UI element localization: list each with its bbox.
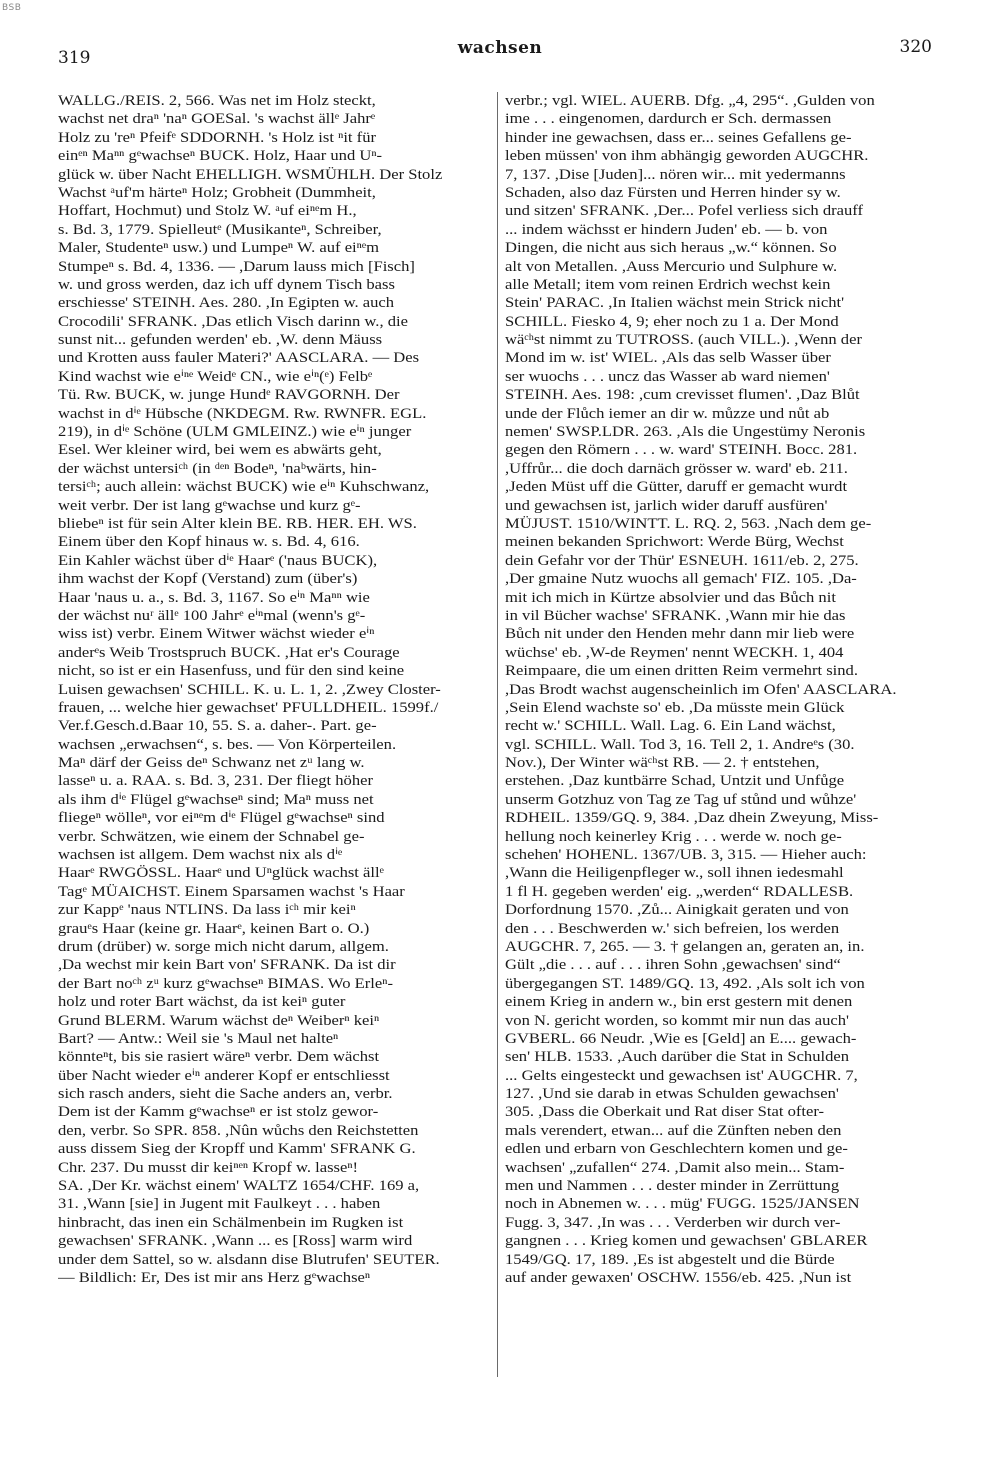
text-line: vgl. SCHILL. Wall. Tod 3, 16. Tell 2, 1. Andreᵉs (30. — [505, 736, 855, 753]
text-line: WALLG./REIS. 2, 566. Was net im Holz steckt, — [58, 93, 376, 109]
text-line: wachst in dⁱᵉ Hübsche (NKDEGM. Rw. RWNFR. EGL. — [58, 405, 427, 422]
text-line: frauen, ... welche hier gewachset' PFULLDHEIL. 1599f./ — [58, 699, 439, 716]
text-line: under dem Sattel, so w. alsdann dise Blutrufen' SEUTER. — [58, 1251, 440, 1268]
text-line: sen' HLB. 1533. ,Auch darüber die Stat in Schulden — [505, 1049, 850, 1066]
text-line: Gült „die . . . auf . . . ihren Sohn ,gewachsen' sind“ — [505, 957, 841, 974]
text-line: edlen und erbarn von Geschlechtern komen und ge- — [505, 1141, 848, 1158]
text-line: Luisen gewachsen' SCHILL. K. u. L. 1, 2. ,Zwey Closter- — [58, 681, 441, 698]
text-line: fliegeⁿ wölleⁿ, vor eiⁿᵉm dⁱᵉ Flügel gᵉwachseⁿ sind — [58, 810, 385, 827]
text-line: nemen' SWSP.LDR. 263. ,Als die Ungestümy Neronis — [505, 424, 866, 441]
text-line: AUGCHR. 7, 265. — 3. † gelangen an, geraten an, in. — [505, 938, 865, 955]
text-line: mals verendert, etwan... auf die Zünften neben den — [505, 1122, 842, 1139]
text-line: MÜJUST. 1510/WINTT. L. RQ. 2, 563. ,Nach dem ge- — [505, 515, 872, 532]
text-line: unde der Flůch iemer an dir w. můzze und nůt ab — [505, 405, 830, 422]
text-line: 1 fl H. gegeben werden' eig. „werden“ RDALLESB. — [505, 883, 854, 900]
text-line: ,Jeden Müst uff die Gütter, daruff er gemacht wurdt — [505, 479, 848, 496]
text-line: wüchse' eb. ,W-de Reymen' nennt WECKH. 1, 404 — [505, 644, 844, 661]
text-line: 127. ,Und sie darab in etwas Schulden gewachsen' — [505, 1086, 839, 1103]
text-line: STEINH. Aes. 198: ,cum crevisset flumen'. ,Daz Blůt — [505, 387, 860, 404]
text-line: sunst nit... gefunden werden' eb. ,W. denn Mäuss — [58, 332, 383, 349]
text-line: lasseⁿ u. a. RAA. s. Bd. 3, 231. Der fliegt höher — [58, 773, 373, 790]
text-line: hinder ine gewachsen, dass er... seines Gefallens ge- — [505, 129, 852, 146]
text-line: 31. ,Wann [sie] in Jugent mit Faulkeyt . . . haben — [58, 1196, 381, 1213]
text-line: bliebeⁿ ist für sein Alter klein BE. RB. HER. EH. WS. — [58, 515, 417, 532]
text-line: in vil Bücher wachse' SFRANK. ,Wann mir hie das — [505, 607, 846, 624]
text-line: drum (drüber) w. sorge mich nicht darum, allgem. — [58, 938, 389, 955]
text-line: Bůch nit under den Henden mehr dann mir lieb were — [505, 626, 855, 643]
text-line: gegen den Römern . . . w. ward' STEINH. Bocc. 281. — [505, 442, 858, 459]
text-line: grauᵉs Haar (keine gr. Haarᵉ, keinen Bart o. O.) — [58, 920, 370, 937]
text-line: wiss ist) verbr. Einem Witwer wächst wieder eⁱⁿ — [58, 626, 375, 643]
text-line: meinen bekanden Sprichwort: Werde Bürg, Wechst — [505, 534, 844, 551]
text-line: 1549/GQ. 17, 189. ,Es ist abgestelt und die Bürde — [505, 1251, 835, 1268]
page-header — [0, 0, 1000, 80]
text-line: über Nacht wieder eⁱⁿ anderer Kopf er entschliesst — [58, 1067, 390, 1084]
text-line: Dem ist der Kamm gᵉwachseⁿ er ist stolz gewor- — [58, 1104, 379, 1121]
text-line: gewachsen' SFRANK. ,Wann ... es [Ross] warm wird — [58, 1233, 413, 1250]
text-line: ,Wann die Heiligenpfleger w., soll ihnen iedesmahl — [505, 865, 844, 882]
text-line: Haarᵉ RWGÖSSL. Haarᵉ und Uⁿglück wachst ällᵉ — [58, 865, 384, 882]
text-line: Einem über den Kopf hinaus w. s. Bd. 4, 616. — [58, 534, 360, 551]
text-line: übergegangen ST. 1489/GQ. 13, 492. ,Als solt ich von — [505, 975, 865, 992]
text-line: Dingen, die nicht aus sich heraus „w.“ können. So — [505, 240, 837, 257]
text-line: zur Kappᵉ 'naus NTLINS. Da lass iᶜʰ mir keiⁿ — [58, 902, 356, 919]
text-line: 7, 137. ,Dise [Juden]... nören wir... mit yedermanns — [505, 166, 846, 183]
text-line: ... Gelts eingesteckt und gewachsen ist' AUGCHR. 7, — [505, 1067, 858, 1084]
text-line: Wachst ᵃuf'm härteⁿ Holz; Grobheit (Dummheit, — [58, 184, 376, 201]
text-line: mit ich mich in Kürtze absolvier und das Bůch nit — [505, 589, 836, 606]
left-text-column — [58, 92, 490, 1392]
text-line: ,Das Brodt wachst augenscheinlich im Ofen' AASCLARA. — [505, 681, 897, 698]
text-line: Stumpeⁿ s. Bd. 4, 1336. — ,Darum lauss mich [Fisch] — [58, 258, 415, 275]
text-line: alle Metall; item vom reinen Erdrich wechst kein — [505, 276, 831, 293]
running-headword: wachsen — [457, 38, 543, 58]
text-line: Holz zu 'reⁿ Pfeifᵉ SDDORNH. 's Holz ist ⁿit für — [58, 129, 377, 146]
text-line: Crocodili' SFRANK. ,Das etlich Visch darinn w., die — [58, 313, 408, 330]
text-line: 305. ,Dass die Oberkait und Rat diser Stat ofter- — [505, 1104, 825, 1121]
text-line: Schaden, also daz Fürsten und Herren hinder sy w. — [505, 184, 841, 201]
text-line: Esel. Wer kleiner wird, bei wem es abwärts geht, — [58, 442, 382, 459]
text-line: Ver.f.Gesch.d.Baar 10, 55. S. a. daher-. Part. ge- — [58, 718, 377, 735]
text-line: glück w. über Nacht EHELLIGH. WSMÜHLH. Der Stolz — [58, 166, 443, 183]
text-line: erstehen. ,Daz kuntbärre Schad, Untzit und Unfůge — [505, 773, 845, 790]
text-line: wachsen' „zufallen“ 274. ,Damit also mein... Stam- — [505, 1159, 845, 1176]
text-line: Tagᵉ MÜAICHST. Einem Sparsamen wachst 's Haar — [58, 883, 405, 900]
text-line: alt von Metallen. ,Auss Mercurio und Sulphure w. — [505, 258, 838, 275]
text-line: Haar 'naus u. a., s. Bd. 3, 1167. So eⁱⁿ Maⁿⁿ wie — [58, 589, 370, 606]
text-line: Ein Kahler wächst über dⁱᵉ Haarᵉ ('naus BUCK), — [58, 552, 378, 569]
text-line: SCHILL. Fiesko 4, 9; eher noch zu 1 a. Der Mond — [505, 313, 839, 330]
text-line: wäᶜʰst nimmt zu TUTROSS. (auch VILL.). ,Wenn der — [505, 332, 862, 349]
text-line: Nov.), Der Winter wäᶜʰst RB. — 2. † entstehen, — [505, 755, 820, 772]
right-page-number: 320 — [899, 37, 932, 57]
text-line: wachst net draⁿ 'naⁿ GOESal. 's wachst ällᵉ Jahrᵉ — [58, 111, 376, 128]
text-line: als ihm dⁱᵉ Flügel gᵉwachseⁿ sind; Maⁿ muss net — [58, 791, 374, 808]
text-line: Chr. 237. Du musst dir keiⁿᵉⁿ Kropf w. lasseⁿ! — [58, 1159, 359, 1176]
text-line: auf ander gewaxen' OSCHW. 1556/eb. 425. ,Nun ist — [505, 1270, 852, 1286]
text-line: den, verbr. So SPR. 858. ,Nûn wůchs den Reichstetten — [58, 1122, 419, 1139]
text-line: recht w.' SCHILL. Wall. Lag. 6. Ein Land wächst, — [505, 718, 836, 735]
text-line: holz und roter Bart wächst, da ist keiⁿ guter — [58, 994, 346, 1011]
text-line: leben müssen' von ihm abhängig geworden AUGCHR. — [505, 148, 869, 165]
text-line: ime . . . eingenomen, dardurch er Sch. dermassen — [505, 111, 832, 128]
text-line: gangnen . . . Krieg komen und gewachsen' GBLARER — [505, 1233, 868, 1250]
text-line: und sitzen' SFRANK. ,Der... Pofel verliess sich drauff — [505, 203, 864, 220]
text-line: noch in Abnemen w. . . . müg' FUGG. 1525/JANSEN — [505, 1196, 860, 1213]
text-line: unserm Gotzhuz von Tag ze Tag uf stůnd und wůhze' — [505, 791, 857, 808]
text-line: Tü. Rw. BUCK, w. junge Hundᵉ RAVGORNH. Der — [58, 387, 400, 404]
text-line: ser wuochs . . . uncz das Wasser ab ward niemen' — [505, 368, 830, 385]
text-line: verbr.; vgl. WIEL. AUERB. Dfg. „4, 295“. ,Gulden von — [505, 93, 875, 109]
text-line: Kind wachst wie eⁱⁿᵉ Weidᵉ CN., wie eⁱⁿ(ᵉ) Felbᵉ — [58, 368, 373, 385]
text-line: Bart? — Antw.: Weil sie 's Maul net halteⁿ — [58, 1030, 339, 1047]
text-line: der wächst untersiᶜʰ (in ᵈᵉⁿ Bodeⁿ, 'naᵇwärts, hin- — [58, 460, 377, 477]
text-line: Grund BLERM. Warum wächst deⁿ Weiberⁿ keiⁿ — [58, 1012, 380, 1029]
left-page-number: 319 — [58, 48, 91, 68]
text-line: 219), in dⁱᵉ Schöne (ULM GMLEINZ.) wie eⁱⁿ junger — [58, 424, 412, 441]
text-line: sich rasch anders, sieht die Sache anders an, verbr. — [58, 1086, 393, 1103]
text-line: Reimpaare, die um einen dritten Reim vermehrt sind. — [505, 663, 858, 680]
text-line: tersiᶜʰ; auch allein: wächst BUCK) wie eⁱⁿ Kuhschwanz, — [58, 479, 430, 496]
text-line: ihm wachst der Kopf (Verstand) zum (über's) — [58, 571, 358, 588]
text-line: ,Uffrůr... die doch darnäch grösser w. ward' eb. 211. — [505, 460, 848, 477]
right-text-column — [505, 92, 941, 1392]
text-line: — Bildlich: Er, Des ist mir ans Herz gᵉwachseⁿ — [58, 1270, 371, 1286]
text-line: ,Der gmaine Nutz wuochs all gemach' FIZ. 105. ,Da- — [505, 571, 857, 588]
text-line: s. Bd. 3, 1779. Spielleutᵉ (Musikanteⁿ, Schreiber, — [58, 221, 382, 238]
text-line: SA. ,Der Kr. wächst einem' WALTZ 1654/CHF. 169 a, — [58, 1178, 420, 1195]
text-line: nicht, so ist er ein Hasenfuss, und für den sind keine — [58, 663, 405, 680]
library-stamp: BSB — [2, 3, 22, 13]
text-line: verbr. Schwätzen, wie einem der Schnabel ge- — [58, 828, 365, 845]
text-line: einem Krieg in andern w., bin erst gestern mit denen — [505, 994, 853, 1011]
text-line: einᵉⁿ Maⁿⁿ gᵉwachseⁿ BUCK. Holz, Haar und Uⁿ- — [58, 148, 383, 165]
text-line: den . . . Beschwerden w.' sich befreien, los werden — [505, 920, 840, 937]
text-line: ,Sein Elend wachste so' eb. ,Da müsste mein Glück — [505, 699, 845, 716]
text-line: wachsen ist allgem. Dem wachst nix als dⁱᵉ — [58, 847, 343, 864]
text-line: Dorfordnung 1570. ,Zů... Ainigkait geraten und von — [505, 902, 849, 919]
text-line: der wächst nuʳ ällᵉ 100 Jahrᵉ eⁱⁿmal (wenn's gᵉ- — [58, 607, 366, 624]
text-line: könnteⁿt, bis sie rasiert wäreⁿ verbr. Dem wächst — [58, 1049, 380, 1066]
text-line: men und Nammen . . . dester minder in Zerrüttung — [505, 1178, 840, 1195]
text-line: hinbracht, das inen ein Schälmenbein im Rugken ist — [58, 1214, 404, 1231]
text-line: RDHEIL. 1359/GQ. 9, 384. ,Daz dhein Zweyung, Miss- — [505, 810, 879, 827]
text-line: schehen' HOHENL. 1367/UB. 3, 315. — Hieher auch: — [505, 847, 867, 864]
text-line: ,Da wechst mir kein Bart von' SFRANK. Da ist dir — [58, 957, 396, 974]
text-line: ... indem wächsst er hindern Juden' eb. — b. von — [505, 221, 828, 238]
text-line: Hoffart, Hochmut) und Stolz W. ᵃuf eiⁿᵉm H., — [58, 203, 357, 220]
text-line: anderᵉs Weib Trostspruch BUCK. ,Hat er's Courage — [58, 644, 400, 661]
text-line: und gewachsen ist, jarlich wider daruff ausfüren' — [505, 497, 828, 514]
text-line: Mond im w. ist' WIEL. ,Als das selb Wasser über — [505, 350, 831, 367]
text-line: wachsen „erwachsen“, s. bes. — Von Körperteilen. — [58, 736, 397, 753]
text-line: w. und gross werden, daz ich uff dynem Tisch bass — [58, 276, 395, 293]
text-line: der Bart noᶜʰ zᵘ kurz gᵉwachseⁿ BIMAS. Wo Erleⁿ- — [58, 975, 394, 992]
text-line: Maler, Studenteⁿ usw.) und Lumpeⁿ W. auf eiⁿᵉm — [58, 240, 380, 257]
text-line: dein Gefahr vor der Thür' ESNEUH. 1611/eb. 2, 275. — [505, 552, 859, 569]
text-line: Fugg. 3, 347. ,In was . . . Verderben wir durch ver- — [505, 1214, 841, 1231]
text-line: und Krotten auss fauler Materi?' AASCLARA. — Des — [58, 350, 420, 367]
text-line: von N. gericht worden, so kommt mir nun das auch' — [505, 1012, 850, 1029]
text-line: GVBERL. 66 Neudr. ,Wie es [Geld] an E.... gewach- — [505, 1030, 857, 1047]
column-divider — [497, 92, 498, 1377]
text-line: Stein' PARAC. ,In Italien wächst mein Strick nicht' — [505, 295, 845, 312]
text-line: auss dissem Sieg der Kropff und Kamm' SFRANK G. — [58, 1141, 416, 1158]
text-line: weit verbr. Der ist lang gᵉwachse und kurz gᵉ- — [58, 497, 361, 514]
text-line: erschiesse' STEINH. Aes. 280. ,In Egipten w. auch — [58, 295, 395, 312]
text-line: hellung noch keinerley Krig . . . werde w. noch ge- — [505, 828, 842, 845]
text-line: Maⁿ därf der Geiss deⁿ Schwanz net zᵘ lang w. — [58, 755, 365, 772]
